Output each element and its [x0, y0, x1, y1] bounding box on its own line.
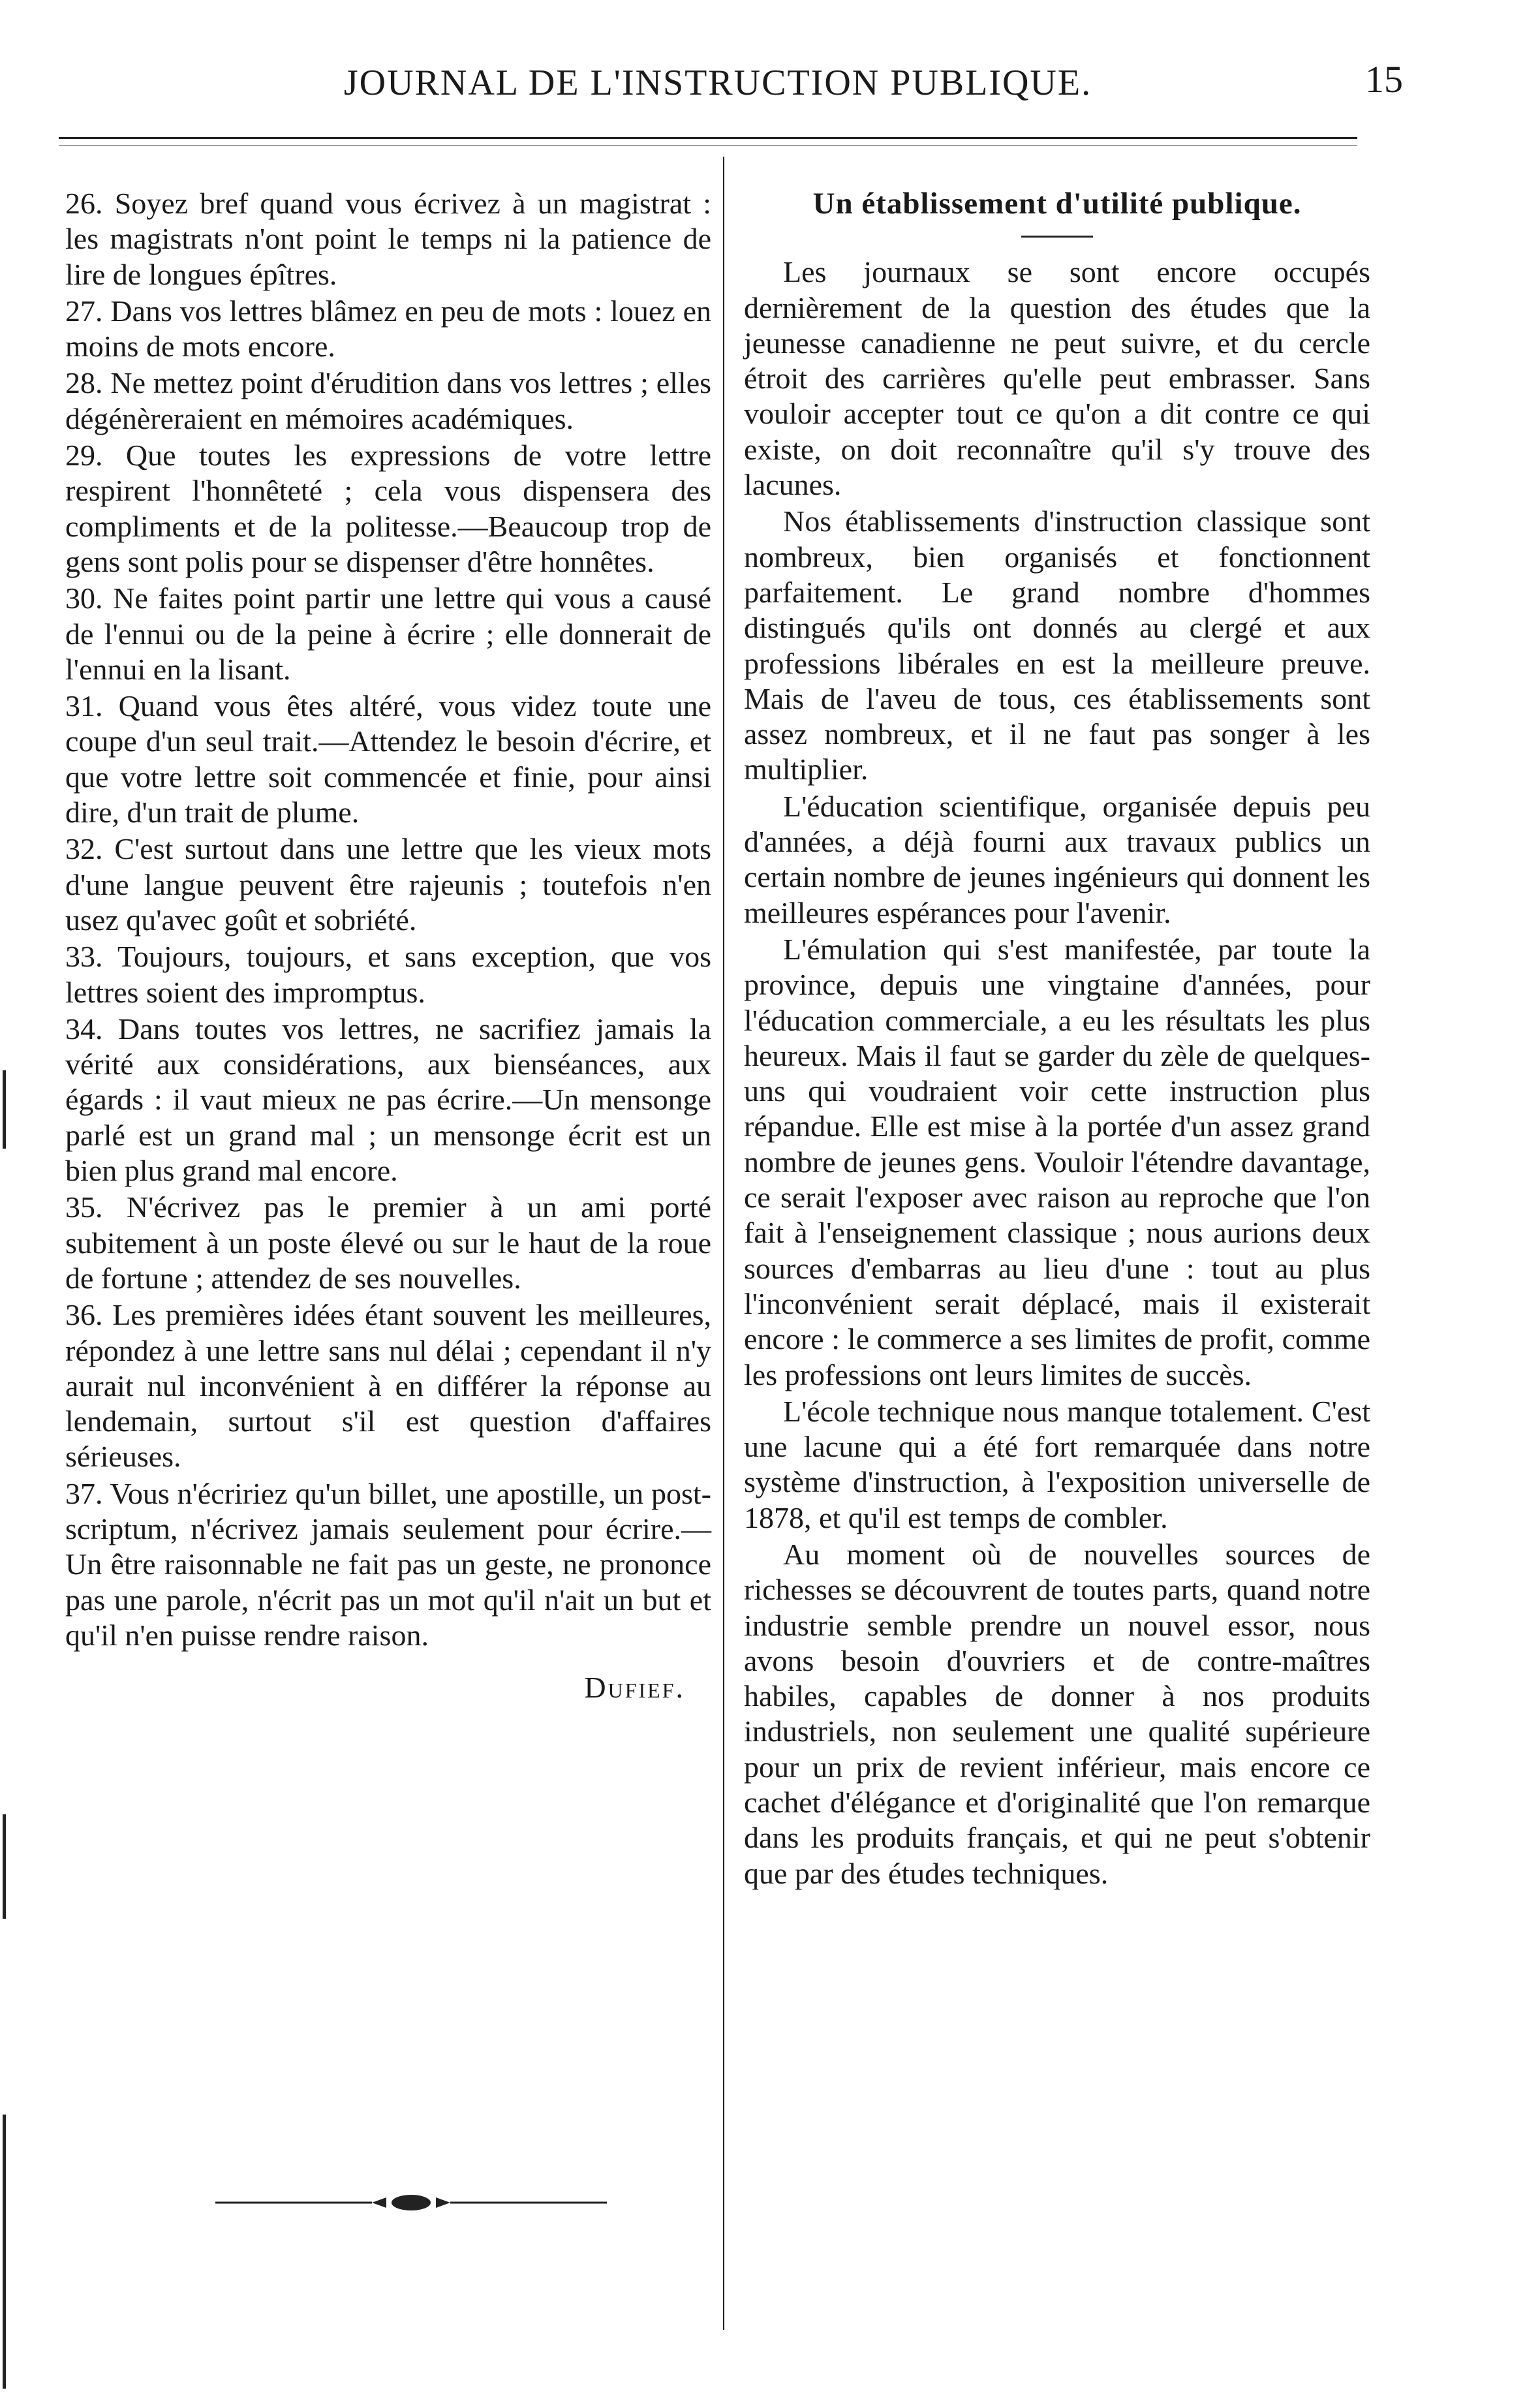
maxim-text: C'est surtout dans une lettre que les vieux mots d'une langue peuvent être rajeunis ; toutefois n'en usez qu'avec goût et sobriété. — [65, 832, 711, 937]
article-paragraph: L'école technique nous manque totalement. C'est une lacune qui a été fort remarquée dans notre système d'instruction, à l'exposition universelle de 1878, et qu'il est temps de combler. — [744, 1394, 1370, 1534]
margin-mark — [3, 1814, 6, 1919]
maxim-text: Vous n'écririez qu'un billet, une apostille, un post-scriptum, n'écrivez jamais seulement pour écrire.—Un être raisonnable ne fait pas un geste, ne prononce pas une parole, n'écrit pas un mot qu'il n'ait un but et qu'il n'en puisse rendre raison. — [65, 1476, 711, 1652]
maxim-paragraph — [65, 1476, 711, 1653]
maxim-text: Toujours, toujours, et sans exception, que vos lettres soient des impromptus. — [65, 940, 711, 1009]
maxim-number: 36. — [65, 1298, 103, 1332]
maxim-paragraph — [65, 581, 711, 687]
maxim-number: 29. — [65, 439, 103, 473]
maxim-number: 37. — [65, 1476, 103, 1510]
column-divider — [723, 157, 724, 2330]
maxim-number: 27. — [65, 294, 103, 328]
maxim-text: N'écrivez pas le premier à un ami porté subitement à un poste élevé ou sur le haut de la roue de fortune ; attendez de ses nouvelles. — [65, 1190, 712, 1295]
article-paragraph: L'émulation qui s'est manifestée, par toute la province, depuis une vingtaine d'années, pour l'éducation commerciale, a eu les résultats les plus heureux. Mais il faut se garder du zèle de quelques-uns qui voudraient voir cette instruction plus répandue. Elle est mise à la portée d'un assez grand nombre de jeunes gens. Vouloir l'étendre davantage, ce serait l'exposer avec raison au reproche que l'on fait à l'enseignement classique ; nous aurions deux sources d'embarras au lieu d'une : tout au plus l'inconvénient serait déplacé, mais il existerait encore : le commerce a ses limites de profit, comme les professions ont leurs limites de succès. — [744, 932, 1370, 1391]
maxim-number: 30. — [65, 581, 103, 615]
maxim-text: Dans toutes vos lettres, ne sacrifiez jamais la vérité aux considérations, aux bienséances, aux égards : il vaut mieux ne pas écrire.—Un mensonge parlé est un grand mal ; un mensonge écrit est un bien plus grand mal encore. — [65, 1012, 712, 1188]
author-signature: Dufief. — [584, 1671, 685, 1705]
maxim-number: 31. — [65, 689, 103, 723]
maxim-text: Dans vos lettres blâmez en peu de mots : louez en moins de mots encore. — [65, 294, 712, 364]
maxim-paragraph — [65, 689, 711, 830]
running-header-title: JOURNAL DE L'INSTRUCTION PUBLIQUE. — [343, 63, 1092, 103]
margin-mark — [3, 2115, 6, 2389]
left-column — [65, 186, 711, 1705]
maxim-text: Soyez bref quand vous écrivez à un magistrat : les magistrats n'ont point le temps ni la patience de lire de longues épîtres. — [65, 187, 712, 291]
right-column — [744, 186, 1370, 1893]
maxim-number: 35. — [65, 1190, 103, 1224]
maxim-text: Les premières idées étant souvent les meilleures, répondez à une lettre sans nul délai ; cependant il n'y aurait nul inconvénient à en différer la réponse au lendemain, surtout s'il est question d'affaires sérieuses. — [65, 1298, 712, 1474]
maxim-number: 33. — [65, 940, 103, 974]
maxim-paragraph — [65, 438, 711, 580]
maxim-text: Ne faites point partir une lettre qui vous a causé de l'ennui ou de la peine à écrire ; elle donnerait de l'ennui en la lisant. — [65, 581, 711, 686]
maxim-paragraph — [65, 365, 711, 437]
maxim-text: Que toutes les expressions de votre lettre respirent l'honnêteté ; cela vous dispensera des compliments et de la politesse.—Beaucoup trop de gens sont polis pour se dispenser d'être honnêtes. — [65, 439, 711, 578]
header-double-rule — [59, 137, 1357, 146]
maxim-paragraph — [65, 831, 711, 938]
maxim-paragraph — [65, 1190, 711, 1296]
maxim-text: Quand vous êtes altéré, vous videz toute une coupe d'un seul trait.—Attendez le besoin d'écrire, et que votre lettre soit commencée et finie, pour ainsi dire, d'un trait de plume. — [65, 689, 712, 829]
maxim-number: 34. — [65, 1012, 103, 1046]
maxim-text: Ne mettez point d'érudition dans vos lettres ; elles dégénèreraient en mémoires académiques. — [65, 366, 712, 435]
maxim-number: 32. — [65, 832, 103, 866]
maxim-number: 28. — [65, 366, 103, 400]
article-paragraph: L'éducation scientifique, organisée depuis peu d'années, a déjà fourni aux travaux publics un certain nombre de jeunes ingénieurs qui donnent les meilleures espérances pour l'avenir. — [744, 789, 1370, 929]
maxim-paragraph — [65, 1297, 711, 1474]
section-end-ornament — [215, 2190, 607, 2216]
maxim-number: 26. — [65, 187, 103, 220]
article-paragraph: Au moment où de nouvelles sources de richesses se découvrent de toutes parts, quand notre industrie semble prendre un nouvel essor, nous avons besoin d'ouvriers et de contre-maîtres habiles, capables de donner à nos produits industriels, non seulement une qualité supérieure pour un prix de revient inférieur, mais encore ce cachet d'élégance et d'originalité que l'on remarque dans les produits français, et qui ne peut s'obtenir que par des études techniques. — [744, 1537, 1370, 1890]
maxim-paragraph — [65, 294, 711, 365]
article-paragraph: Les journaux se sont encore occupés dernièrement de la question des études que la jeunesse canadienne ne peut suivre, et du cercle étroit des carrières qu'elle peut embrasser. Sans vouloir accepter tout ce qu'on a dit contre ce qui existe, on doit reconnaître qu'il s'y trouve des lacunes. — [744, 255, 1370, 502]
page-number: 15 — [1365, 58, 1403, 101]
maxim-paragraph — [65, 939, 711, 1010]
article-title: Un établissement d'utilité publique. — [812, 187, 1302, 221]
maxim-paragraph — [65, 186, 711, 292]
margin-mark — [3, 1070, 6, 1149]
maxim-paragraph — [65, 1012, 711, 1188]
title-rule — [1021, 236, 1093, 238]
article-paragraph: Nos établissements d'instruction classique sont nombreux, bien organisés et fonctionnent parfaitement. Le grand nombre d'hommes distingués qu'ils ont donnés au clergé et aux professions libérales en est la meilleure preuve. Mais de l'aveu de tous, ces établissements sont assez nombreux, et il ne faut pas songer à les multiplier. — [744, 504, 1370, 786]
